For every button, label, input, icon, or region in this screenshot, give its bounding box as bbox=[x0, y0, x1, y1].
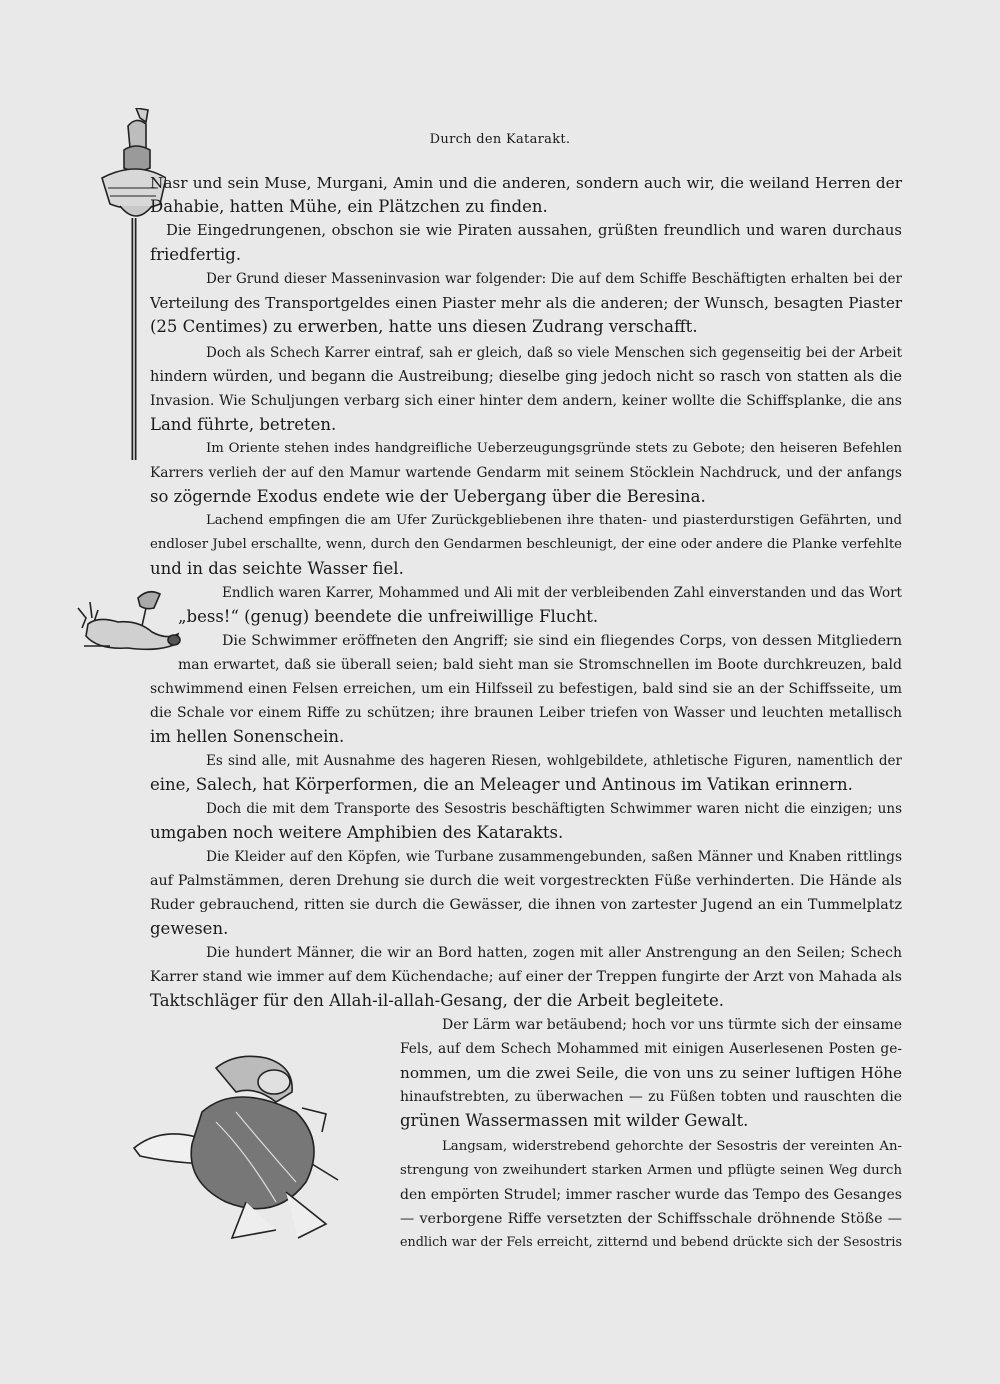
text-line: gewesen. bbox=[150, 919, 229, 938]
text-line: so zögernde Exodus endete wie der Uebergang über die Beresina. bbox=[150, 487, 706, 506]
text-line: Lachend empfingen die am Ufer Zurückgebliebenen ihre thaten- und piasterdurstigen Gefährten, und bbox=[206, 513, 902, 528]
text-line: endlich war der Fels erreicht, zitternd und bebend drückte sich der Sesostris bbox=[400, 1235, 902, 1250]
text-line: „bess!“ (genug) beendete die unfreiwillige Flucht. bbox=[178, 607, 599, 626]
text-line: den empörten Strudel; immer rascher wurde das Tempo des Gesanges bbox=[400, 1187, 902, 1203]
text-line: schwimmend einen Felsen erreichen, um ein Hilfsseil zu befestigen, bald sind sie an der Schiffsseite, um bbox=[150, 681, 902, 697]
text-line: Der Grund dieser Masseninvasion war folgender: Die auf dem Schiffe Beschäftigten erhalten bei der bbox=[206, 271, 902, 287]
text-line: Verteilung des Transportgeldes einen Piaster mehr als die anderen; der Wunsch, besagten Piaster bbox=[150, 294, 902, 312]
text-line: umgaben noch weitere Amphibien des Katarakts. bbox=[150, 823, 564, 842]
text-line: Doch die mit dem Transporte des Sesostris beschäftigten Schwimmer waren nicht die einzigen; uns bbox=[206, 801, 902, 817]
text-line: (25 Centimes) zu erwerben, hatte uns diesen Zudrang verschafft. bbox=[150, 317, 698, 336]
text-line: auf Palmstämmen, deren Drehung sie durch die weit vorgestreckten Füße verhinderten. Die Hände als bbox=[150, 873, 902, 889]
animal-lamp-illustration bbox=[68, 588, 188, 660]
text-line: Ruder gebrauchend, ritten sie durch die Gewässer, die ihnen von zartester Jugend an ein Tummelplatz bbox=[150, 897, 902, 913]
text-line: und in das seichte Wasser fiel. bbox=[150, 559, 404, 578]
text-line: Taktschläger für den Allah-il-allah-Gesang, der die Arbeit begleitete. bbox=[150, 991, 724, 1010]
text-line: friedfertig. bbox=[150, 245, 242, 264]
text-line: man erwartet, daß sie überall seien; bald sieht man sie Stromschnellen im Boote durchkreuzen, bald bbox=[178, 657, 902, 673]
text-line: Nasr und sein Muse, Murgani, Amin und die anderen, sondern auch wir, die weiland Herren der bbox=[150, 174, 902, 192]
text-line: Dahabie, hatten Mühe, ein Plätzchen zu finden. bbox=[150, 197, 548, 216]
text-line: eine, Salech, hat Körperformen, die an Meleager und Antinous im Vatikan erinnern. bbox=[150, 775, 853, 794]
text-line: strengung von zweihundert starken Armen und pflügte seinen Weg durch bbox=[400, 1163, 902, 1178]
text-line: Endlich waren Karrer, Mohammed und Ali mit der verbleibenden Zahl einverstanden und das Wort bbox=[222, 585, 902, 601]
text-line: im hellen Sonenschein. bbox=[150, 727, 345, 746]
text-line: Der Lärm war betäubend; hoch vor uns türmte sich der einsame bbox=[442, 1017, 902, 1033]
text-line: Die Schwimmer eröffneten den Angriff; sie sind ein fliegendes Corps, von dessen Mitgliedern bbox=[222, 633, 902, 649]
text-line: Land führte, betreten. bbox=[150, 415, 337, 434]
text-line: Langsam, widerstrebend gehorchte der Sesostris der vereinten An- bbox=[442, 1139, 902, 1154]
text-line: — verborgene Riffe versetzten der Schiffsschale dröhnende Stöße — bbox=[400, 1211, 902, 1227]
text-line: Die Kleider auf den Köpfen, wie Turbane zusammengebunden, saßen Männer und Knaben rittlings bbox=[206, 849, 902, 865]
text-line: Invasion. Wie Schuljungen verbarg sich einer hinter dem andern, keiner wollte die Schiffsplanke, die ans bbox=[150, 393, 902, 409]
text-line: Fels, auf dem Schech Mohammed mit einigen Auserlesenen Posten ge- bbox=[400, 1041, 902, 1057]
text-line: Karrers verlieh der auf den Mamur wartende Gendarm mit seinem Stöcklein Nachdruck, und der anfangs bbox=[150, 465, 902, 481]
text-line: hinaufstrebten, zu überwachen — zu Füßen tobten und rauschten die bbox=[400, 1089, 902, 1105]
text-line: Karrer stand wie immer auf dem Küchendache; auf einer der Treppen fungirte der Arzt von Mahada als bbox=[150, 969, 902, 985]
text-line: Die hundert Männer, die wir an Bord hatten, zogen mit aller Anstrengung an den Seilen; Schech bbox=[206, 945, 902, 961]
text-line: hindern würden, und begann die Austreibung; dieselbe ging jedoch nicht so rasch von statten als die bbox=[150, 369, 902, 385]
text-line: Doch als Schech Karrer eintraf, sah er gleich, daß so viele Menschen sich gegenseitig bei der Arbeit bbox=[206, 345, 902, 361]
text-line: die Schale vor einem Riffe zu schützen; ihre braunen Leiber triefen von Wasser und leuchten metallisch bbox=[150, 705, 902, 721]
text-line: endloser Jubel erschallte, wenn, durch den Gendarmen beschleunigt, der eine oder andere die Planke verfehlte bbox=[150, 537, 902, 552]
text-line: Die Eingedrungenen, obschon sie wie Piraten aussahen, grüßten freundlich und waren durchaus bbox=[166, 222, 902, 239]
text-line: nommen, um die zwei Seile, die von uns zu seiner luftigen Höhe bbox=[400, 1064, 902, 1082]
text-line: Es sind alle, mit Ausnahme des hageren Riesen, wohlgebildete, athletische Figuren, namentlich der bbox=[206, 753, 902, 769]
text-line: grünen Wassermassen mit wilder Gewalt. bbox=[400, 1111, 749, 1130]
text-line: Im Oriente stehen indes handgreifliche Ueberzeugungsgründe stets zu Gebote; den heiseren Befehlen bbox=[206, 441, 902, 456]
running-header: Durch den Katarakt. bbox=[429, 132, 571, 147]
scarab-beetle-illustration bbox=[126, 1052, 346, 1252]
